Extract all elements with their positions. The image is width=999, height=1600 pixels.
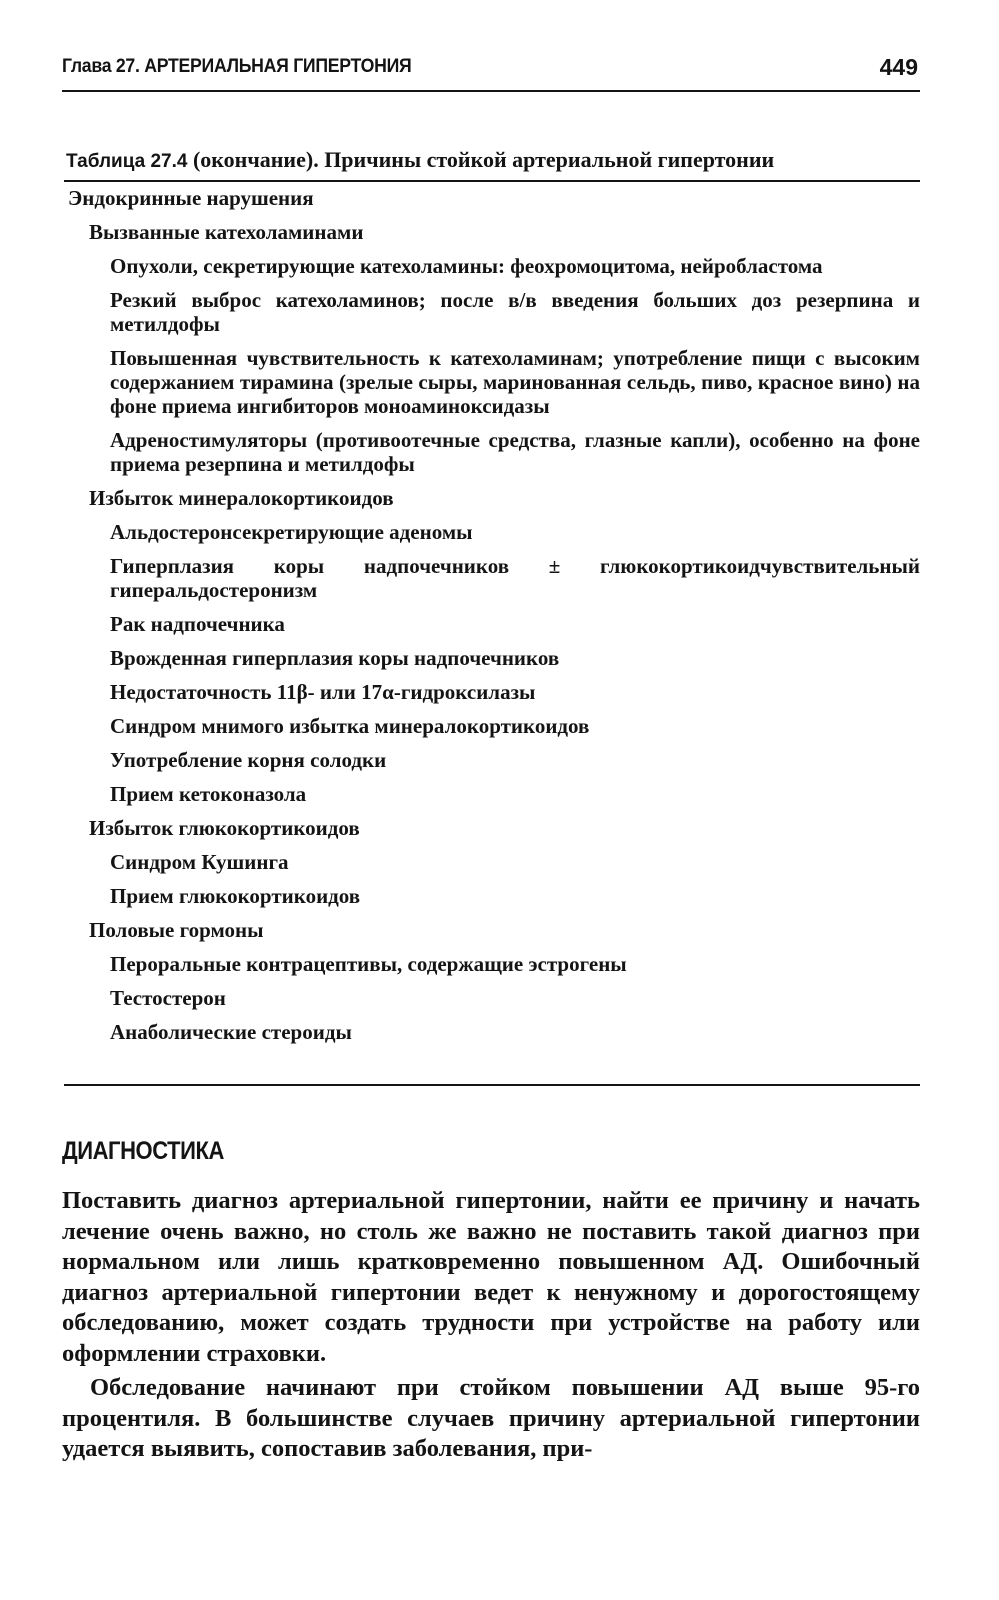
table-row: Пероральные контрацептивы, содержащие эстрогены xyxy=(110,952,627,976)
table-caption-label: Таблица 27.4 xyxy=(66,151,188,172)
table-caption xyxy=(66,146,920,176)
table-group-heading: Эндокринные нарушения xyxy=(68,186,314,210)
table-subgroup-heading: Избыток минералокортикоидов xyxy=(89,486,394,510)
table-row: Синдром мнимого избытка минералокортикоидов xyxy=(110,714,590,738)
section-heading: ДИАГНОСТИКА xyxy=(62,1137,224,1165)
table-row: Недостаточность 11β- или 17α-гидроксилазы xyxy=(110,680,536,704)
body-paragraph: Поставить диагноз артериальной гипертонии, найти ее причину и начать лечение очень важно, но столь же важно не поставить такой диагноз при нормальном или лишь кратковременно повышенном АД. Ошибочный диагноз артериальной гипертонии ведет к ненужному и дорогостоящему обследованию, может создать трудности при устройстве на работу или оформлении страховки. xyxy=(62,1187,920,1367)
causes-table xyxy=(64,186,920,1054)
table-row: Врожденная гиперплазия коры надпочечников xyxy=(110,646,560,670)
table-row: Прием глюкокортикоидов xyxy=(110,884,361,908)
table-row: Тестостерон xyxy=(110,986,226,1010)
table-row: Анаболические стероиды xyxy=(110,1020,352,1044)
table-row: Прием кетоконазола xyxy=(110,782,307,806)
table-row: Синдром Кушинга xyxy=(110,850,289,874)
running-header xyxy=(62,54,920,92)
table-row: Резкий выброс катехоламинов; после в/в введения больших доз резерпина и метилдофы xyxy=(110,288,920,336)
table-row: Рак надпочечника xyxy=(110,612,285,636)
table-row: Повышенная чувствительность к катехоламинам; употребление пищи с высоким содержанием тирамина (зрелые сыры, маринованная сельдь, пиво, красное вино) на фоне приема ингибиторов моноаминоксидазы xyxy=(110,346,920,418)
table-subgroup-heading: Вызванные катехоламинами xyxy=(89,220,364,244)
table-subgroup-heading: Избыток глюкокортикоидов xyxy=(89,816,360,840)
table-subgroup-heading: Половые гормоны xyxy=(89,918,264,942)
table-row: Употребление корня солодки xyxy=(110,748,387,772)
table-row: Адреностимуляторы (противоотечные средства, глазные капли), особенно на фоне приема резерпина и метилдофы xyxy=(110,428,920,476)
table-caption-text: (окончание). Причины стойкой артериальной гипертонии xyxy=(192,147,775,172)
table-bottom-rule xyxy=(64,1084,920,1086)
page-number: 449 xyxy=(879,54,918,80)
section-body xyxy=(62,1186,920,1469)
table-row: Гиперплазия коры надпочечников ± глюкокортикоидчувствительный гиперальдостеронизм xyxy=(110,554,920,602)
chapter-title: Глава 27. АРТЕРИАЛЬНАЯ ГИПЕРТОНИЯ xyxy=(62,56,412,77)
table-row: Опухоли, секретирующие катехоламины: феохромоцитома, нейробластома xyxy=(110,254,823,278)
table-top-rule xyxy=(64,180,920,182)
body-paragraph: Обследование начинают при стойком повышении АД выше 95-го процентиля. В большинстве случаев причину артериальной гипертонии удается выявить, сопоставив заболевания, при- xyxy=(62,1374,920,1462)
table-row: Альдостеронсекретирующие аденомы xyxy=(110,520,473,544)
